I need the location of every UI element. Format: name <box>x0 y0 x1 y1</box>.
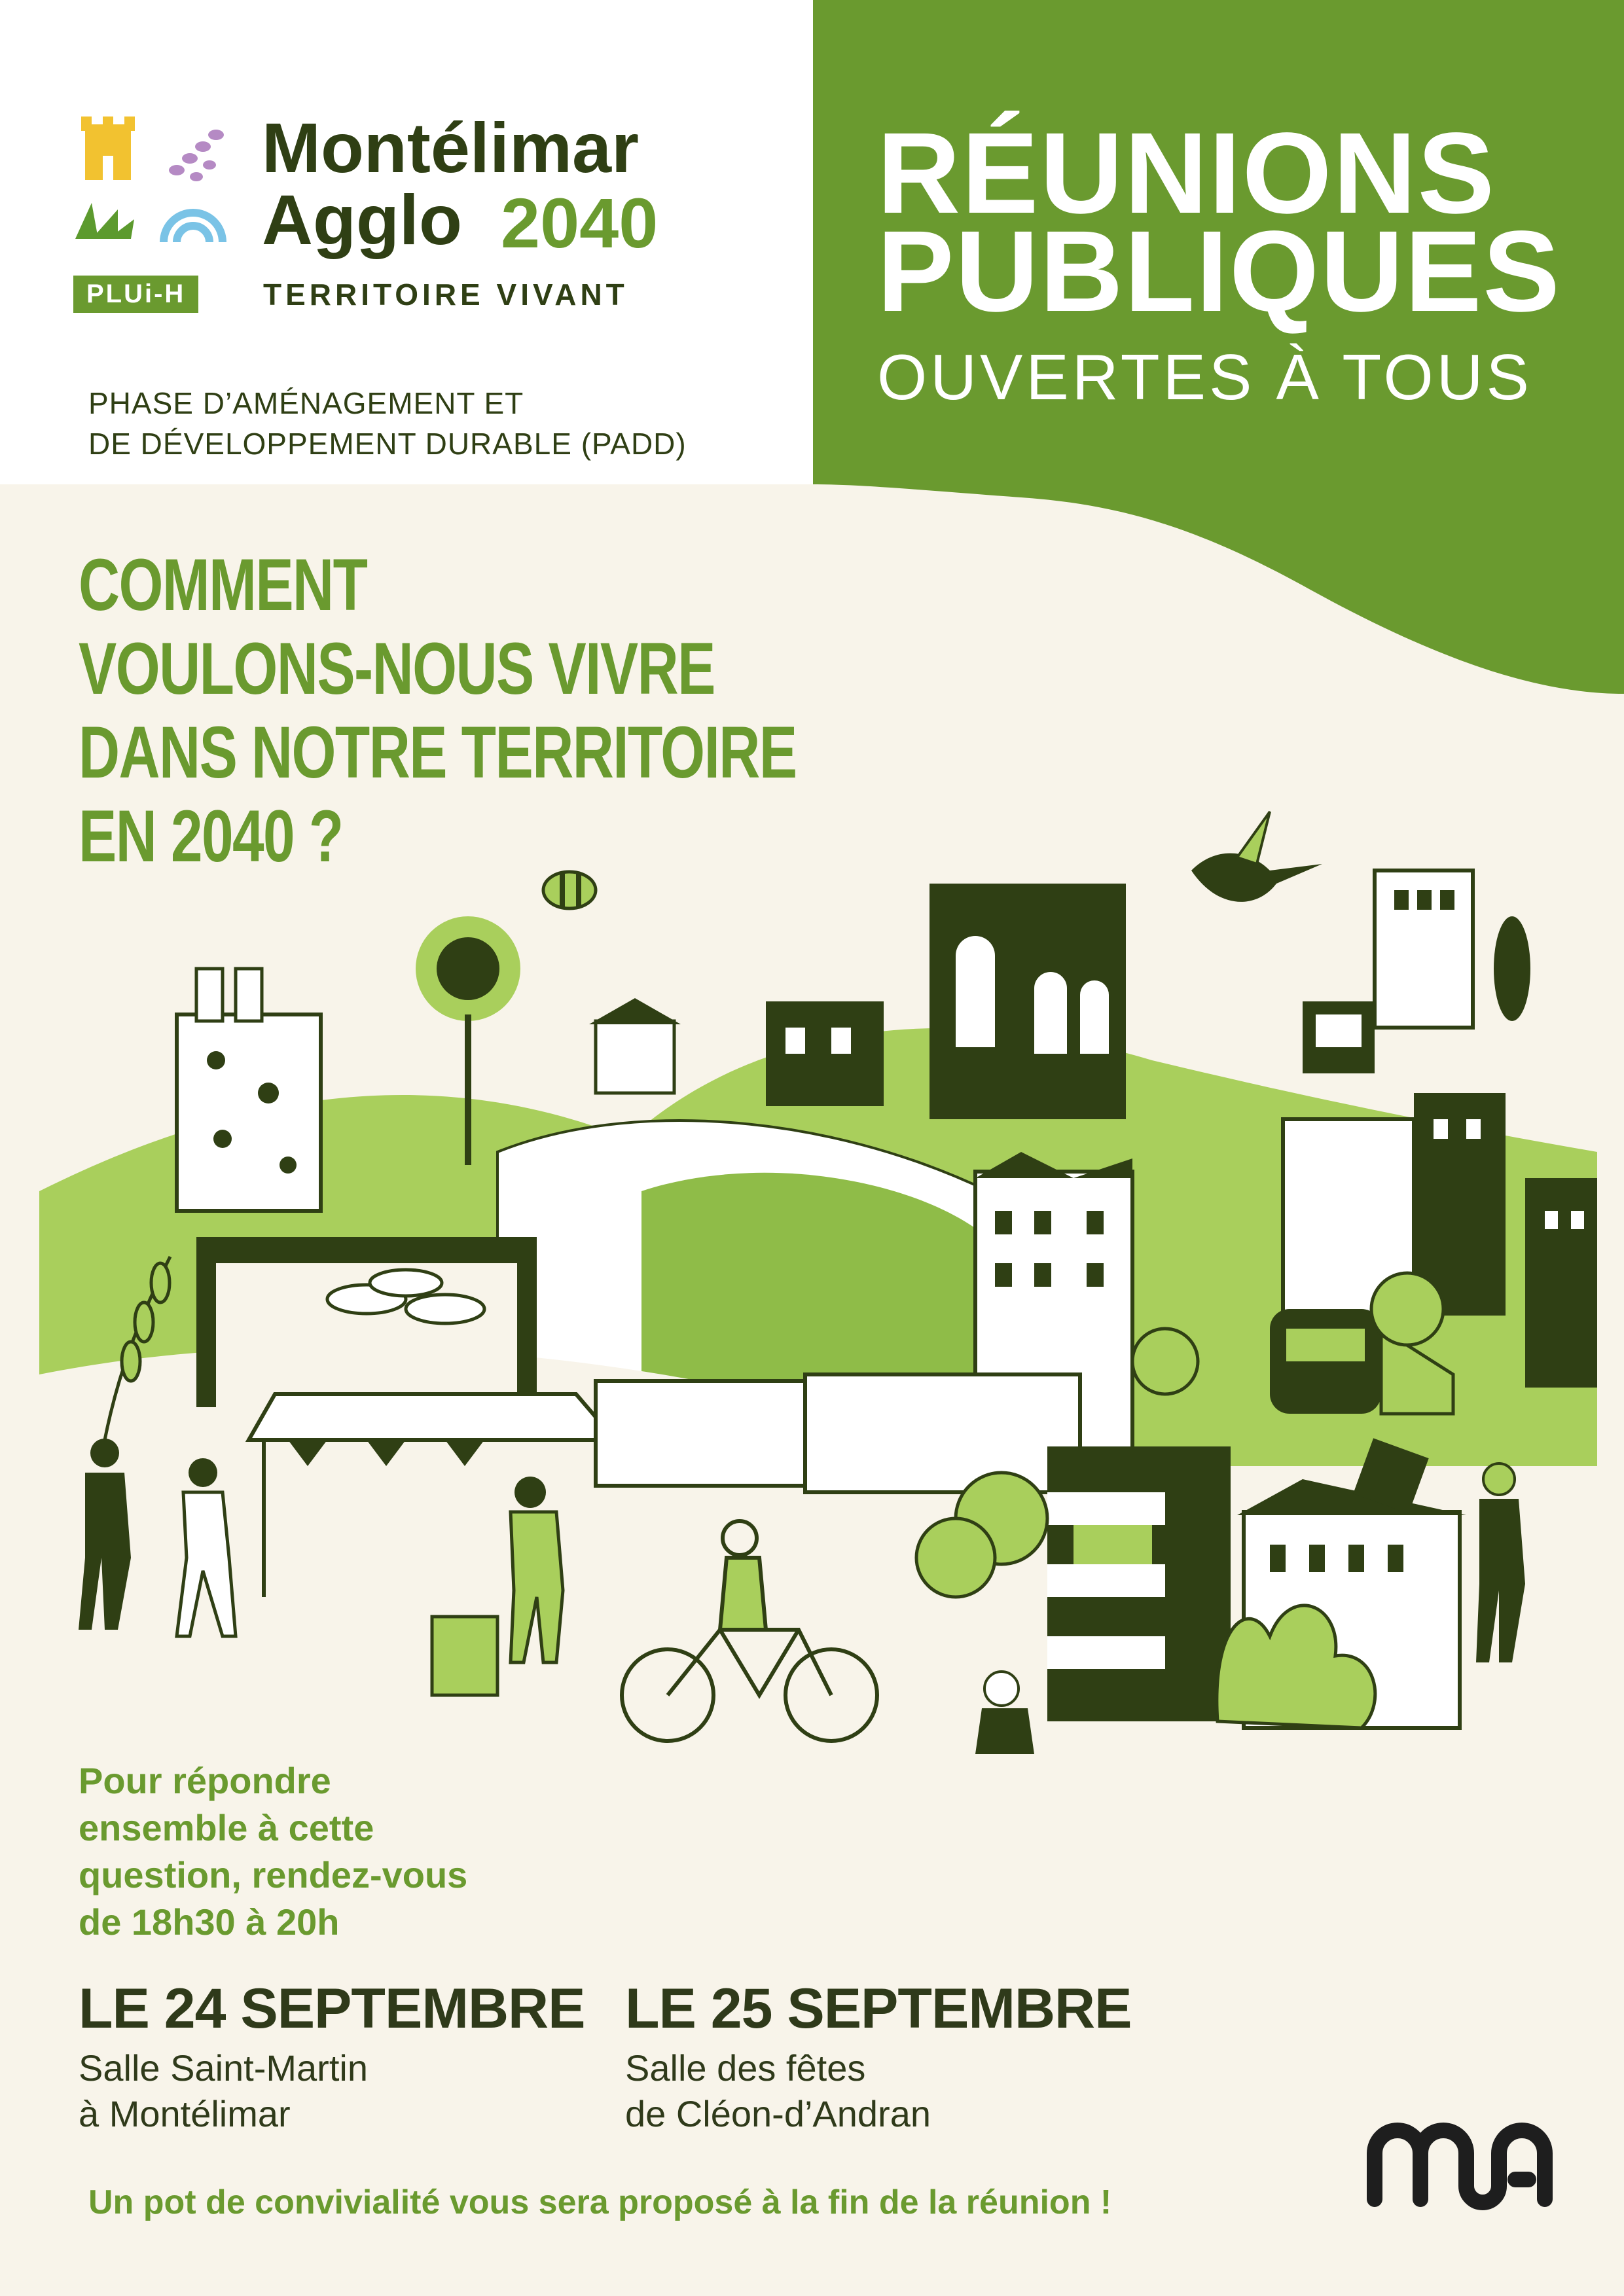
intro-line2: ensemble à cette <box>79 1807 374 1848</box>
tower <box>1375 870 1530 1028</box>
brand-year: 2040 <box>501 183 659 262</box>
meeting-1-venue-line2: à Montélimar <box>79 2093 291 2134</box>
intro-line4: de 18h30 à 20h <box>79 1901 340 1943</box>
territory-illustration <box>39 785 1597 1767</box>
phase-line2: DE DÉVELOPPEMENT DURABLE (PADD) <box>88 427 687 461</box>
question-line3: DANS NOTRE TERRITOIRE <box>79 711 797 793</box>
logo-icons <box>72 111 242 255</box>
title-line2: PUBLIQUES <box>877 207 1561 336</box>
question-line4: EN 2040 ? <box>79 795 343 877</box>
bee <box>543 872 596 908</box>
brand-name-line2: Agglo <box>262 180 462 259</box>
rainbow-icon <box>164 213 223 242</box>
meeting-1-date: LE 24 SEPTEMBRE <box>79 1977 585 2040</box>
modern-building <box>1047 1446 1231 1721</box>
meeting-2-date: LE 25 SEPTEMBRE <box>625 1977 1132 2040</box>
meeting-1 <box>79 1977 585 2137</box>
title-line1: RÉUNIONS <box>877 109 1496 238</box>
stone-building <box>177 969 321 1211</box>
intro-text <box>79 1757 467 1946</box>
tower-icon <box>81 117 135 180</box>
bird <box>1191 812 1322 902</box>
market-hall <box>196 1237 537 1407</box>
agglo-ma-logo <box>1362 2114 1558 2212</box>
lavender-icon <box>169 130 224 181</box>
abbey-ruins <box>929 884 1126 1119</box>
question-line2: VOULONS-NOUS VIVRE <box>79 628 715 709</box>
phase-line1: PHASE D’AMÉNAGEMENT ET <box>88 386 524 420</box>
footer-note: Un pot de convivialité vous sera proposé à la fin de la réunion ! <box>88 2183 1112 2221</box>
meeting-2-venue-line2: de Cléon-d’Andran <box>625 2093 931 2134</box>
question-line1: COMMENT <box>79 544 367 626</box>
meeting-2 <box>625 1977 1132 2137</box>
brand-tagline: TERRITOIRE VIVANT <box>263 278 628 312</box>
title-subtitle: OUVERTES À TOUS <box>877 341 1532 413</box>
meeting-2-venue-line1: Salle des fêtes <box>625 2047 866 2089</box>
grass-icon <box>75 203 134 239</box>
brand-name-line1: Montélimar <box>262 108 640 187</box>
tractor <box>1303 1001 1375 1073</box>
meeting-1-venue-line1: Salle Saint-Martin <box>79 2047 368 2089</box>
intro-line3: question, rendez-vous <box>79 1854 468 1895</box>
intro-line1: Pour répondre <box>79 1760 331 1801</box>
plui-badge: PLUi-H <box>73 276 198 313</box>
